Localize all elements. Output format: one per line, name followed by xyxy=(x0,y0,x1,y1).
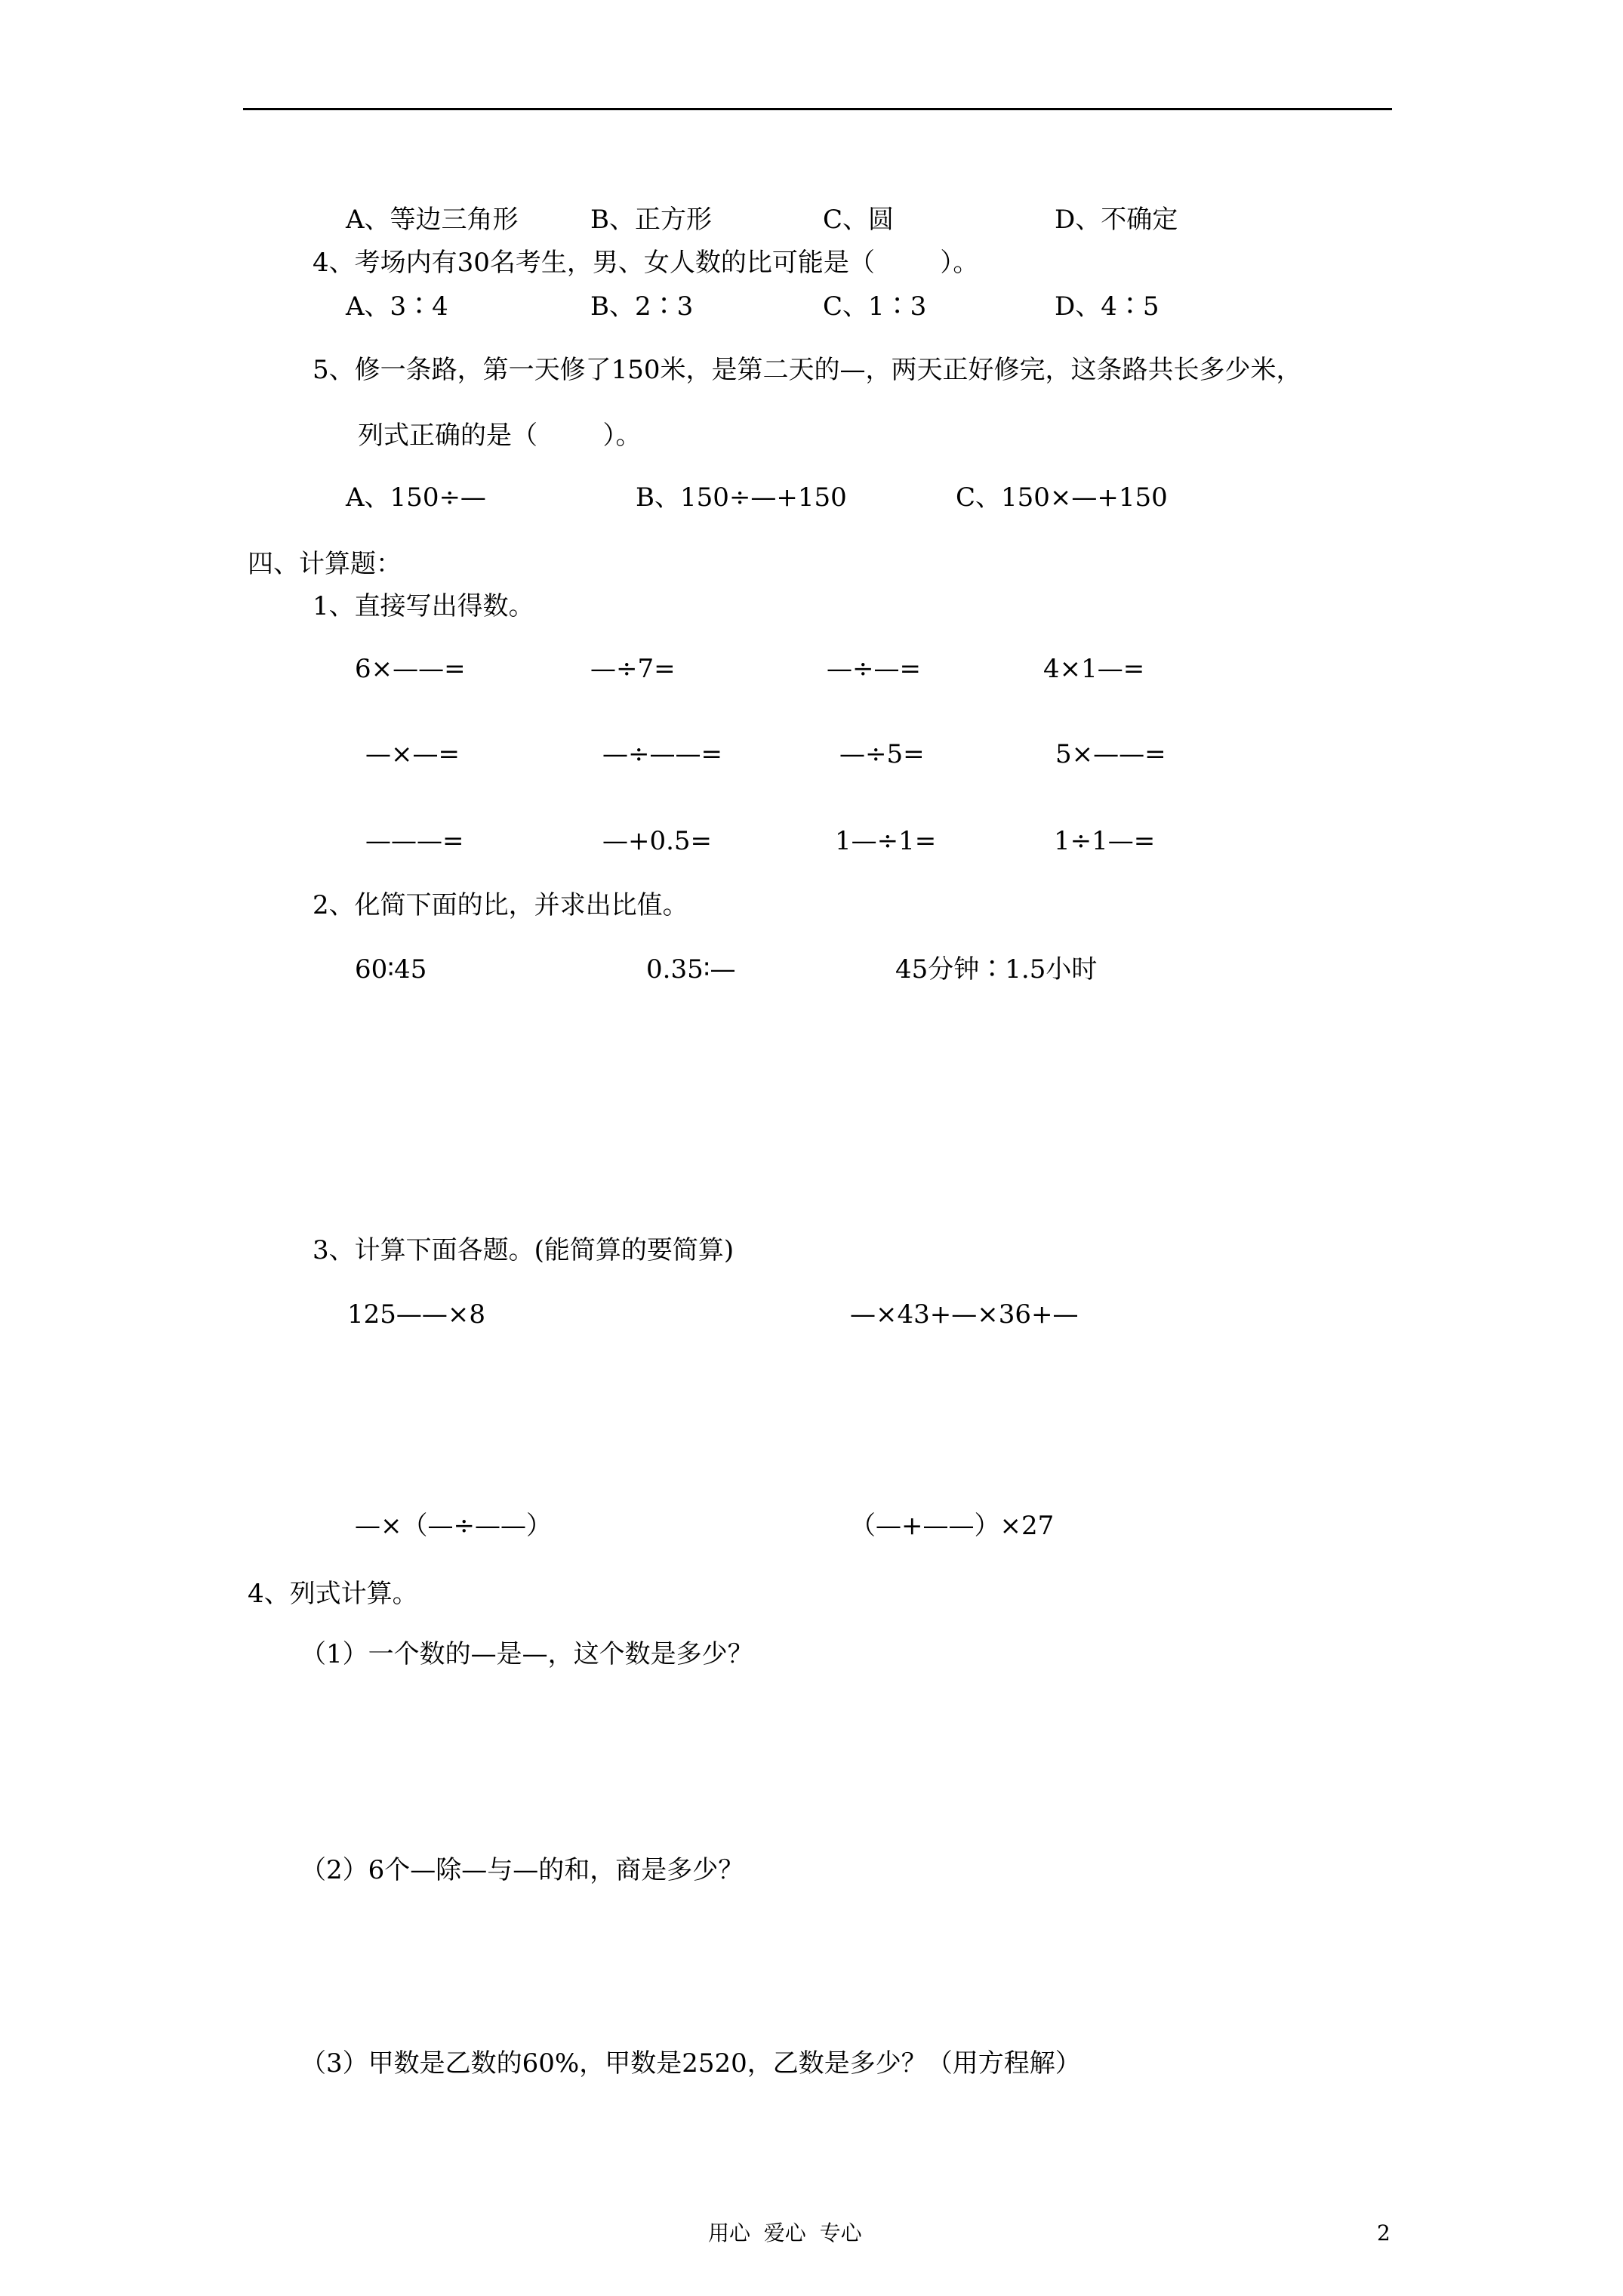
mental-calc-item: —÷—= xyxy=(827,654,921,684)
mental-calc-item: —÷7= xyxy=(590,654,676,684)
q3-option-b: B、正方形 xyxy=(590,205,712,235)
mental-calc-item: —×—= xyxy=(365,739,460,769)
part4-title: 4、列式计算。 xyxy=(248,1579,418,1609)
footer-slogan: 用心 爱心 专心 xyxy=(708,2220,862,2245)
q4-stem: 4、考场内有30名考生，男、女人数的比可能是（ ）。 xyxy=(313,248,979,278)
part3-title: 3、计算下面各题。(能简算的要简算) xyxy=(313,1235,735,1265)
q5-option-a: A、150÷— xyxy=(346,482,486,513)
q4-option-d: D、4∶5 xyxy=(1055,291,1160,322)
ratio-item: 0.35∶— xyxy=(646,954,736,985)
q3-option-c: C、圆 xyxy=(823,205,895,235)
mental-calc-item: 1—÷1= xyxy=(835,826,937,856)
mental-calc-item: 6×——= xyxy=(355,654,466,684)
q5-option-c: C、150×—+150 xyxy=(956,482,1168,513)
part1-title: 1、直接写出得数。 xyxy=(313,591,534,621)
ratio-item: 45分钟∶1.5小时 xyxy=(895,954,1098,985)
word-problem: （3）甲数是乙数的60%，甲数是2520，乙数是多少？（用方程解） xyxy=(300,2048,1081,2079)
calc-item: （—+——）×27 xyxy=(850,1511,1055,1541)
mental-calc-item: —÷——= xyxy=(602,739,722,769)
mental-calc-item: 1÷1—= xyxy=(1054,826,1156,856)
mental-calc-item: —÷5= xyxy=(839,739,925,769)
word-problem: （2）6个—除—与—的和，商是多少？ xyxy=(300,1855,744,1885)
mental-calc-item: —+0.5= xyxy=(602,826,713,856)
word-problem: （1）一个数的—是—，这个数是多少？ xyxy=(300,1639,753,1669)
ratio-item: 60∶45 xyxy=(355,954,427,985)
q5-stem-line1: 5、修一条路，第一天修了150米，是第二天的—，两天正好修完，这条路共长多少米， xyxy=(313,355,1302,385)
part2-title: 2、化简下面的比，并求出比值。 xyxy=(313,890,688,920)
mental-calc-item: 5×——= xyxy=(1055,739,1166,769)
mental-calc-item: 4×1—= xyxy=(1043,654,1145,684)
mental-calc-item: ———= xyxy=(365,826,464,856)
q3-option-d: D、不确定 xyxy=(1055,205,1178,235)
page-number: 2 xyxy=(1377,2220,1390,2245)
q4-option-c: C、1∶3 xyxy=(823,291,927,322)
q3-option-a: A、等边三角形 xyxy=(346,205,519,235)
q5-stem-line2: 列式正确的是（ ）。 xyxy=(358,421,642,451)
calc-item: —×（—÷——） xyxy=(355,1511,552,1541)
header-rule xyxy=(243,108,1392,110)
q4-option-a: A、3∶4 xyxy=(346,291,448,322)
q4-option-b: B、2∶3 xyxy=(590,291,694,322)
calc-item: 125——×8 xyxy=(347,1299,486,1330)
q5-option-b: B、150÷—+150 xyxy=(636,482,847,513)
calc-item: —×43+—×36+— xyxy=(850,1299,1079,1330)
section-title: 四、计算题： xyxy=(248,549,402,579)
